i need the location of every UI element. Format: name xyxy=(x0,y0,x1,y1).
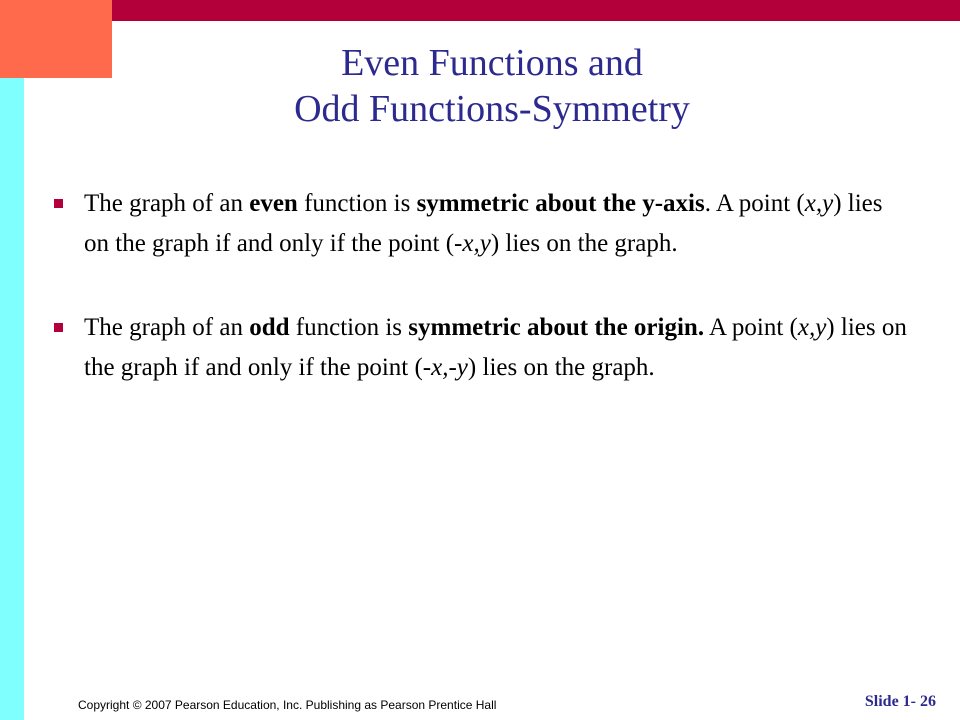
text-segment: x,y xyxy=(804,190,834,217)
slide-title-line-1: Even Functions and xyxy=(341,42,643,84)
text-segment: ) lies on the graph. xyxy=(467,354,655,381)
bullet-text xyxy=(84,314,907,381)
text-segment: ) lies on the graph. xyxy=(490,230,678,257)
text-segment: even xyxy=(249,190,298,217)
slide-title-line-2: Odd Functions-Symmetry xyxy=(294,88,690,130)
text-segment: A point ( xyxy=(704,314,798,341)
text-segment: The graph of an xyxy=(84,190,250,217)
text-segment: ) lies on the graph if and only if the point (- xyxy=(84,314,907,381)
text-segment: x,y xyxy=(797,314,827,341)
slide-number: Slide 1- 26 xyxy=(864,693,936,710)
text-segment: symmetric about the y-axis xyxy=(416,190,705,217)
text-segment: x,-y xyxy=(431,354,468,381)
left-accent-bar xyxy=(0,78,24,720)
copyright-footer: Copyright © 2007 Pearson Education, Inc. Publishing as Pearson Prentice Hall xyxy=(78,698,497,712)
text-segment: function is xyxy=(289,314,409,341)
text-segment: The graph of an xyxy=(84,314,250,341)
text-segment: function is xyxy=(297,190,417,217)
text-segment: x,y xyxy=(462,230,491,257)
square-bullet-icon xyxy=(54,323,63,332)
slide-title xyxy=(24,40,960,132)
bullet-item-even xyxy=(50,184,910,264)
bullet-item-odd xyxy=(50,308,910,388)
text-segment: symmetric about the origin. xyxy=(408,314,705,341)
top-accent-bar xyxy=(112,0,960,21)
square-bullet-icon xyxy=(54,199,63,208)
text-segment: ) lies on the graph if and only if the point (- xyxy=(84,190,883,257)
text-segment: . A point ( xyxy=(704,190,805,217)
bullet-text xyxy=(84,190,883,257)
bullet-list xyxy=(50,184,910,388)
text-segment: odd xyxy=(249,314,290,341)
